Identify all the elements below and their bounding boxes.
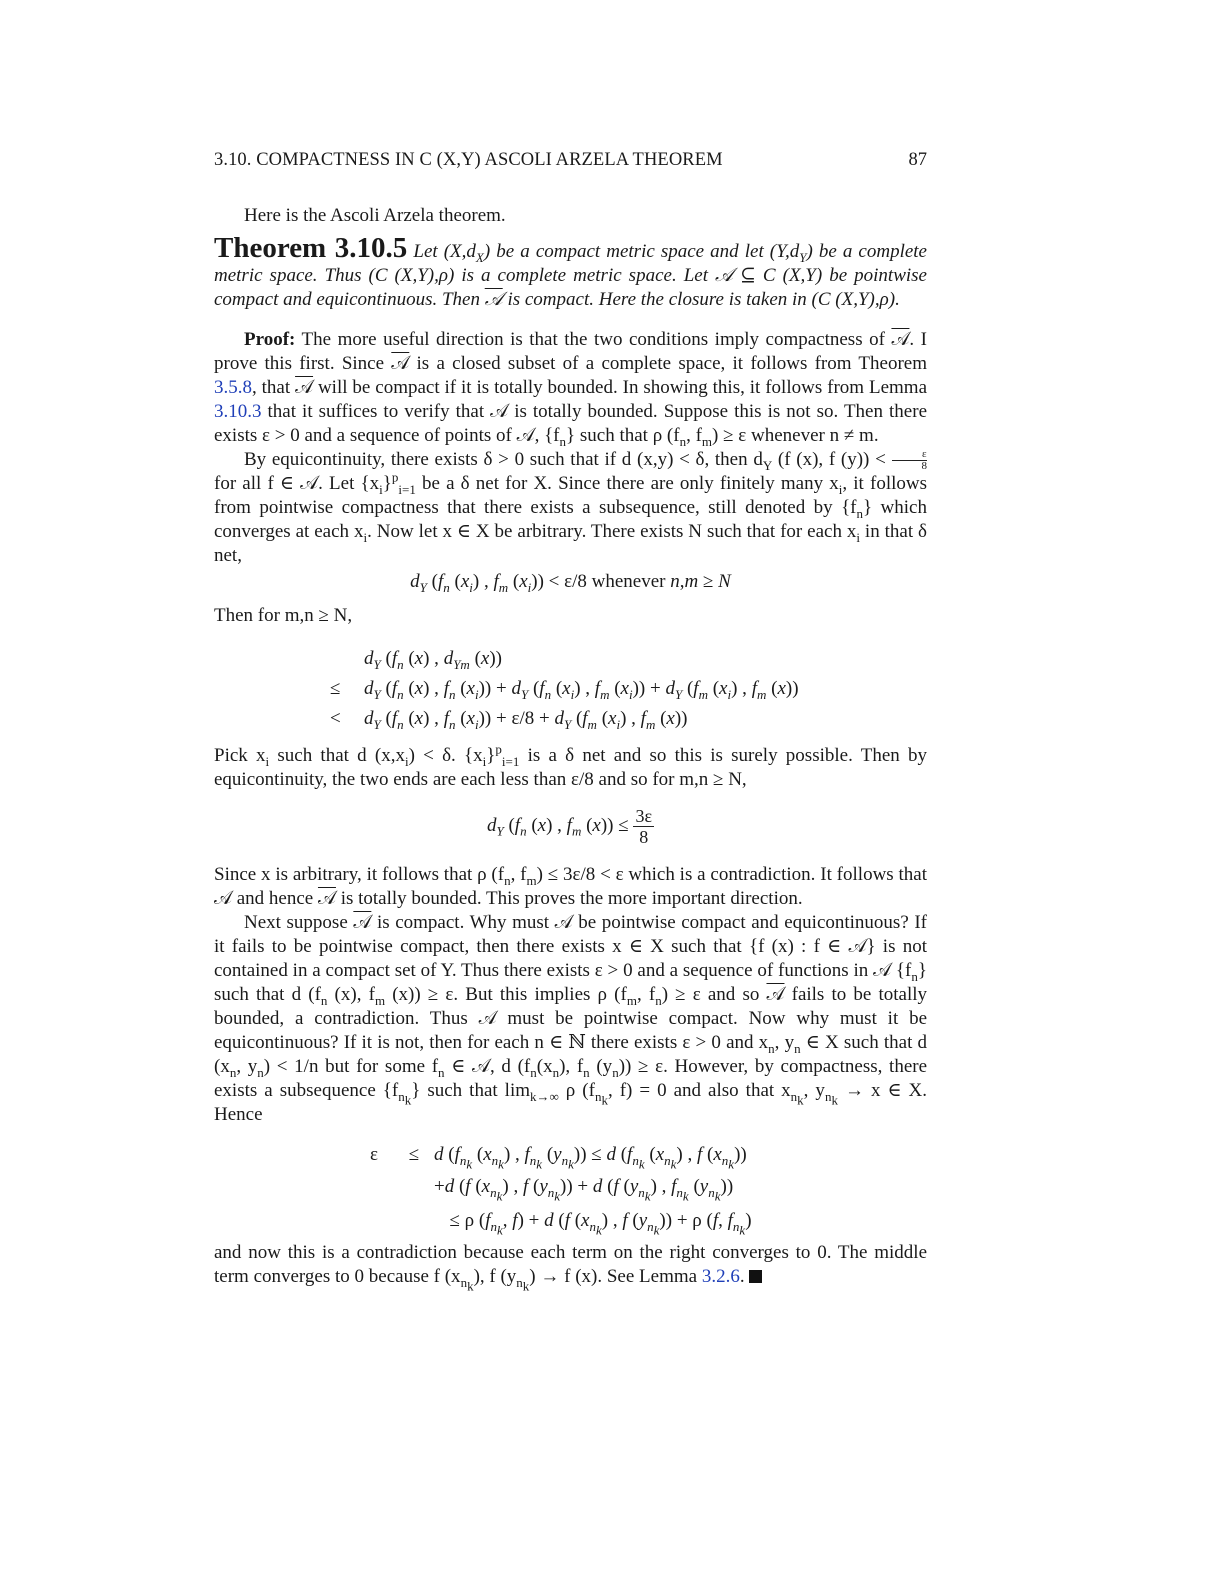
header-title: 3.10. COMPACTNESS IN C (X,Y) ASCOLI ARZELA THEOREM — [214, 150, 723, 170]
then-for-text: Then for m,n ≥ N, — [214, 605, 353, 627]
final-paragraph: and now this is a contradiction because each term on the right converges to 0. The middle term converges to 0 because f $(x_{n_k})$, f $(y_{n_k}) \to f$ (x). See Lemma 3.2.6. — [214, 1242, 927, 1294]
proof-paragraph-2: By equicontinuity, there exists δ > 0 such that if d (x,y) < δ, then $d_Y$ (f (x), f (y)) < $\frac{\varepsilon}{8}$ for all f ∈ 𝒜. Let $\{x_i\}^p_{i=1}$ be a δ net for X. Since there are only finitely many $x_i$, it follows from pointwise compactness that there exists a subsequence, still denoted by $\{f_n\}$ which converges at each $x_i$. Now let x ∈ X be arbitrary. There exists N such that for each $x_i$ in that δ net, — [214, 448, 927, 567]
display-equation-2: $d_Y$ ($f_n$ (x) , $f_m$ (x)) ≤ $\frac{3\varepsilon}{8}$ — [486, 806, 653, 848]
theorem-link-3-5-8[interactable]: 3.5.8 — [214, 377, 252, 398]
intro-text: Here is the Ascoli Arzela theorem. — [244, 205, 506, 226]
next-paragraph: Next suppose 𝒜 is compact. Why must 𝒜 be pointwise compact and equicontinuous? If it fails to be pointwise compact, then there exists x ∈ X such that {f (x) : f ∈ 𝒜} is not contained in a compact set of Y. Thus there exists ε > 0 and a sequence of functions in 𝒜 $\{f_n\}$ such that d ($f_n$ (x), $f_m$ (x)) ≥ ε. But this implies ρ ($f_m$, $f_n) \ge \varepsilon$ and so 𝒜 fails to be totally bounded, a contradiction. Thus 𝒜 must be pointwise compact. Now why must it be equicontinuous? If it is not, then for each n ∈ ℕ there exists ε > 0 and $x_n$, $y_n$ ∈ X such that d ($x_n$, $y_n) < 1/n$ but for some $f_n$ ∈ 𝒜, d ($f_n(x_n)$, $f_n$ $(y_n)) \ge \varepsilon$. However, by compactness, there exists a subsequence $\{f_{n_k}\}$ such that $\lim_{k\to\infty} \rho$ ($f_{n_k}$, f) = 0 and also that $x_{n_k}$, $y_{n_k} \to x$ ∈ X. Hence — [214, 912, 928, 1126]
lemma-link-3-2-6[interactable]: 3.2.6 — [701, 1266, 740, 1288]
page — [214, 148, 928, 1294]
display-equation-1: $d_Y$ ($f_n$ $(x_i)$ , $f_m$ $(x_i)) < \varepsilon/8$ whenever n,m ≥ N — [410, 571, 731, 595]
final-inequality-bound: ≤ ρ ($f_{n_k}$, f) + d (f $(x_{n_k})$ , f $(y_{n_k})) + \rho$ (f, $f_{n_k}$) — [449, 1210, 752, 1238]
theorem-3-10-5 — [214, 232, 927, 312]
final-inequality: ε ≤ d ($f_{n_k}$ $(x_{n_k})$ , $f_{n_k}$ $(y_{n_k})) \le d$ ($f_{n_k}$ $(x_{n_k})$ , f $(x_{n_k})$) +d (f $(x_{n_k})$ , f $(y_{n_k})) + d$ (f $(y_{n_k})$ , $f_{n_k}$ $(y_{n_k})$) — [370, 1144, 747, 1204]
theorem-body: Let $(X,d_X)$ be a compact metric space and let $(Y,d_Y)$ be a complete metric space. Thus (C (X,Y),ρ) is a complete metric space. Let 𝒜 ⊆ C (X,Y) be pointwise compact and equicontinuous. Then 𝒜 is compact. Here the closure is taken in (C (X,Y),ρ). — [214, 241, 927, 310]
page-number: 87 — [908, 150, 927, 170]
lemma-link-3-10-3[interactable]: 3.10.3 — [214, 401, 262, 422]
proof-label: Proof: — [244, 329, 296, 350]
running-header — [214, 148, 927, 174]
proof-paragraph-1: Proof: The more useful direction is that the two conditions imply compactness of 𝒜. I prove this first. Since 𝒜 is a closed subset of a complete space, it follows from Theorem 3.5.8, that 𝒜 will be compact if it is totally bounded. In showing this, it follows from Lemma 3.10.3 that it suffices to verify that 𝒜 is totally bounded. Suppose this is not so. Then there exists ε > 0 and a sequence of points of 𝒜, $\{f_n\}$ such that ρ ($f_n$, $f_m) \ge \varepsilon$ whenever n ≠ m. — [214, 329, 928, 449]
qed-symbol — [749, 1270, 762, 1283]
inequality-chain: $d_Y$ ($f_n$ (x) , $d_{Ym}$ (x)) ≤ $d_Y$ ($f_n$ (x) , $f_n$ $(x_i)) + d_Y$ ($f_n$ $(x_i)$ , $f_m$ $(x_i)) + d_Y$ ($f_m$ $(x_i)$ , $f_m$ (x)) < $d_Y$ ($f_n$ (x) , $f_n$ $(x_i)) + \varepsilon/8 + d_Y$ ($f_m$ $(x_i)$ , $f_m$ (x)) — [330, 648, 799, 732]
theorem-label: Theorem 3.10.5 — [214, 232, 408, 264]
since-paragraph: Since x is arbitrary, it follows that ρ ($f_n$, $f_m) \le 3\varepsilon/8 < \varepsilon$ which is a contradiction. It follows that 𝒜 and hence 𝒜 is totally bounded. This proves the more important direction. — [214, 864, 927, 910]
pick-paragraph: Pick $x_i$ such that d $(x,x_i) < \delta$. $\{x_i\}^p_{i=1}$ is a δ net and so this is surely possible. Then by equicontinuity, the two ends are each less than ε/8 and so for m,n ≥ N, — [214, 741, 927, 791]
